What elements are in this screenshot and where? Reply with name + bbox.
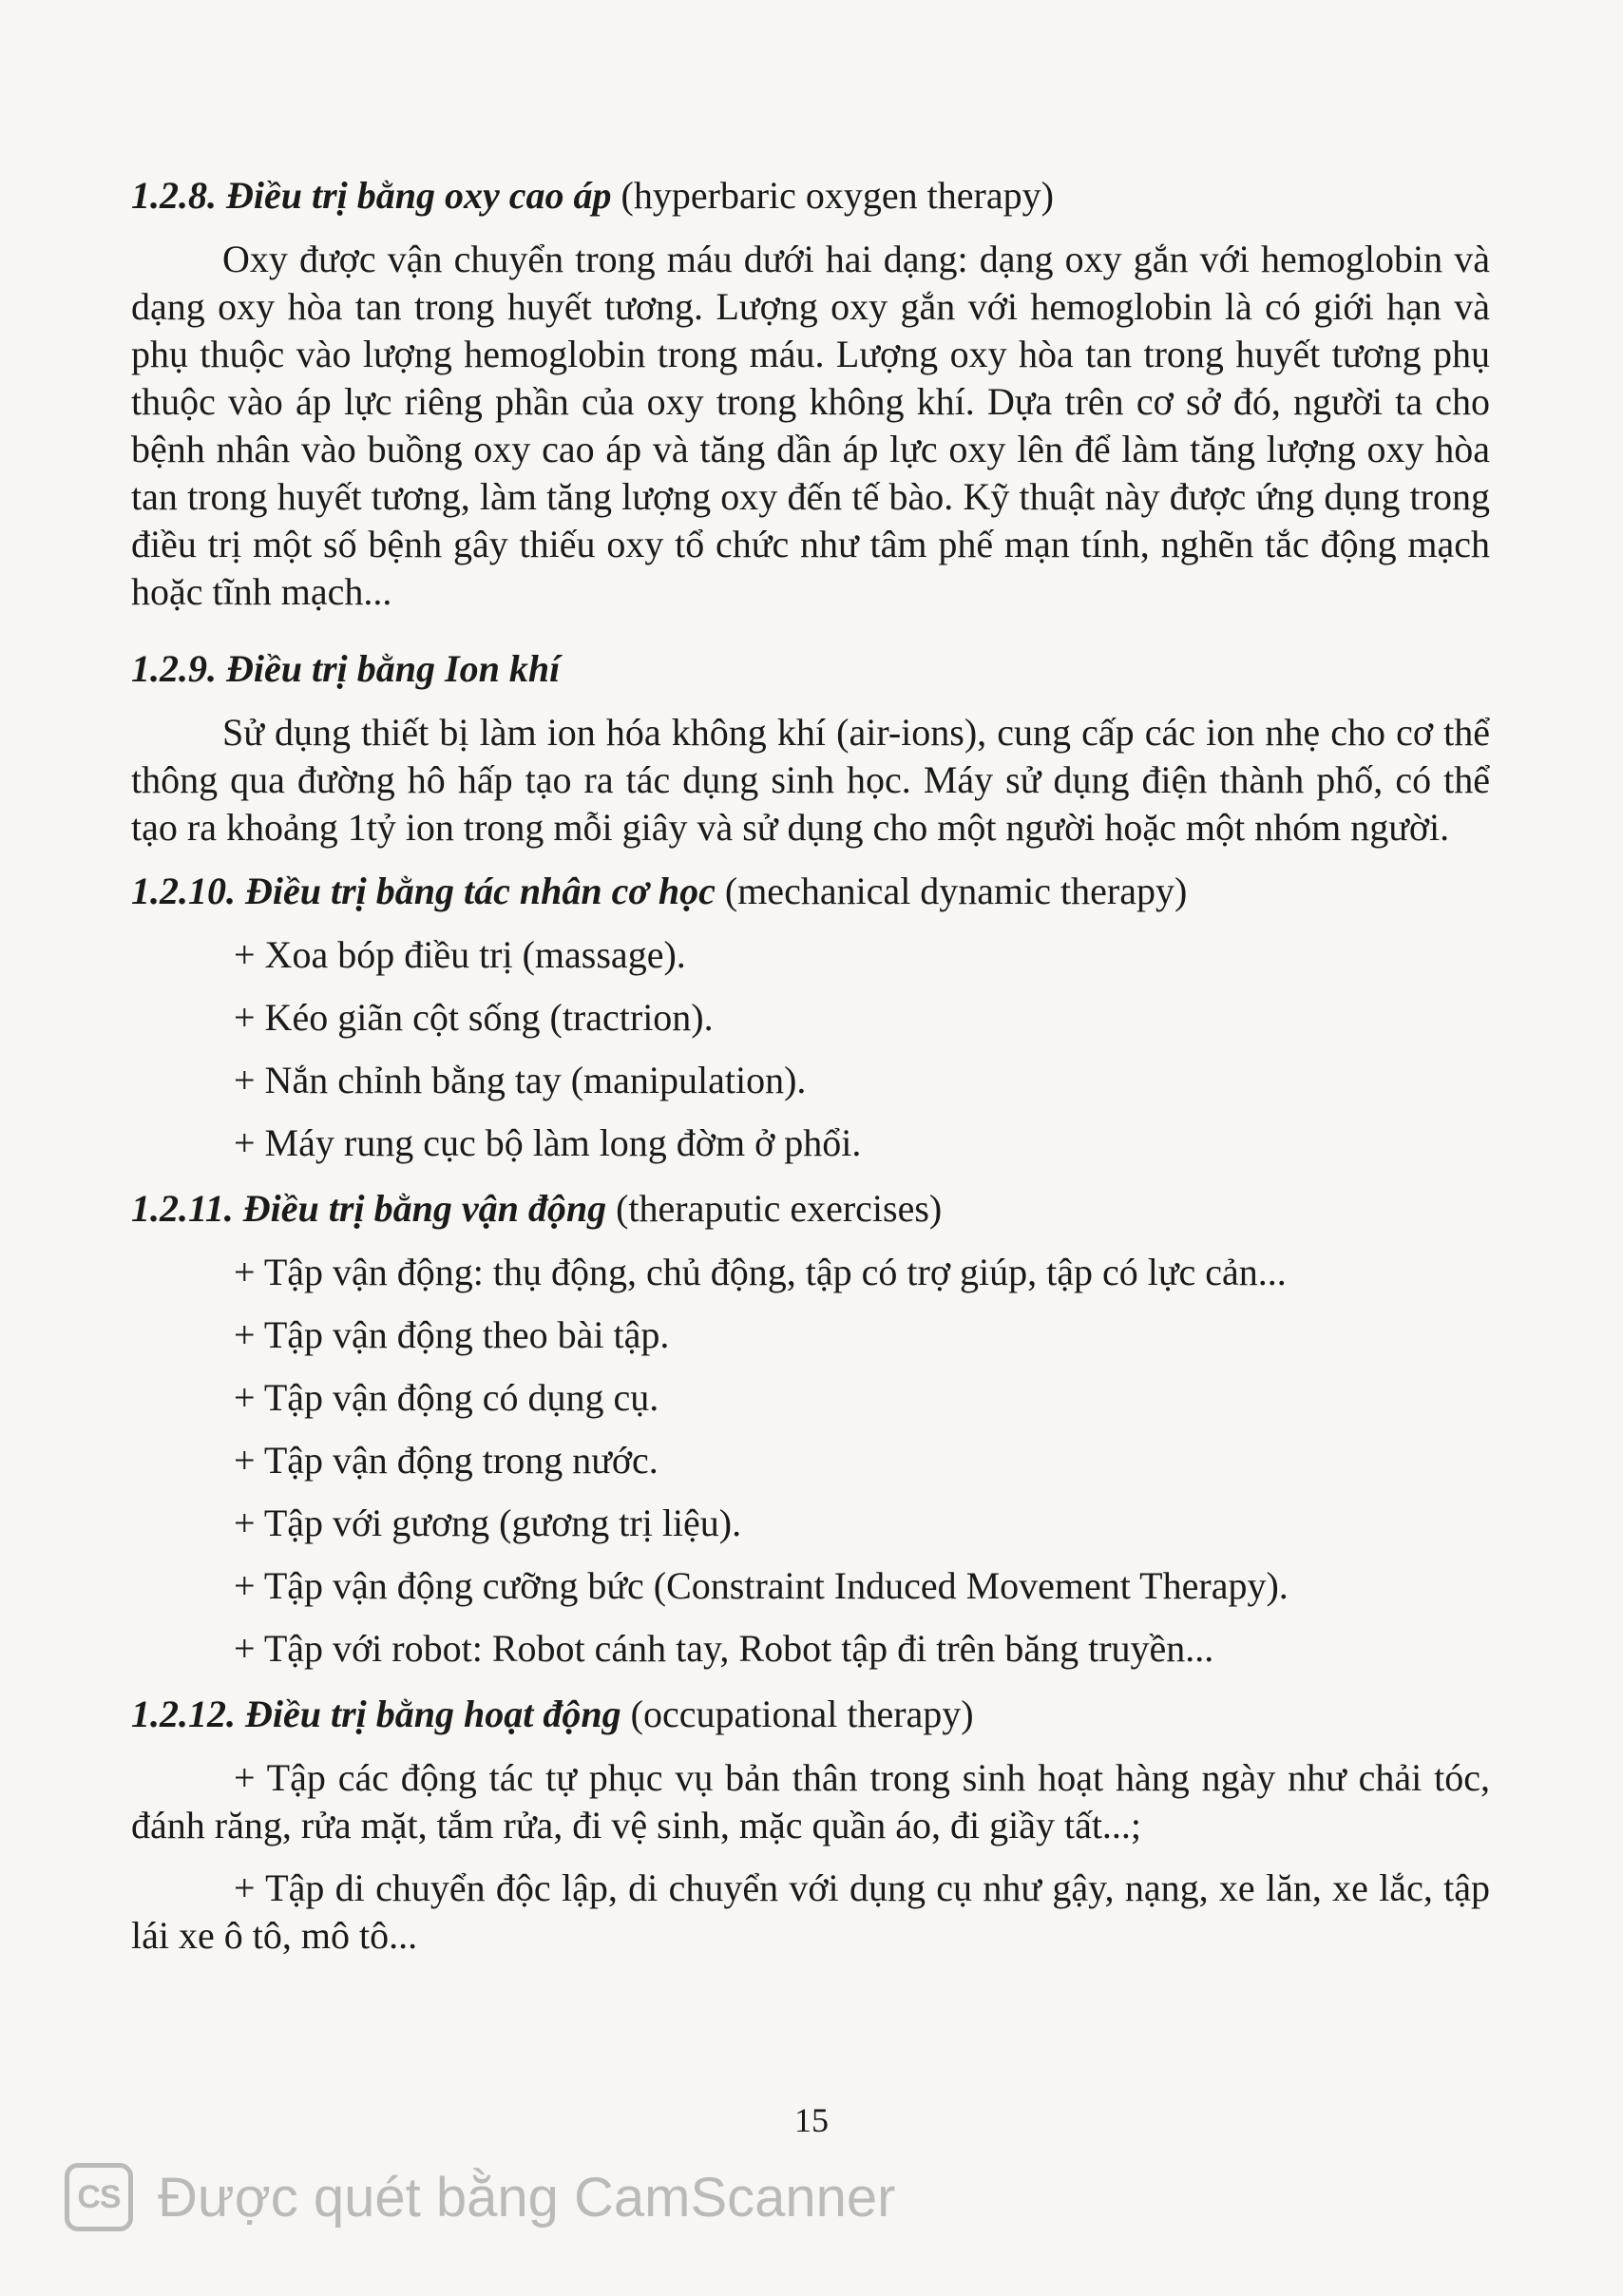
list-item: + Tập với gương (gương trị liệu).	[234, 1502, 742, 1544]
list-item: + Kéo giãn cột sống (tractrion).	[234, 996, 714, 1039]
list-item: + Tập vận động cưỡng bức (Constraint Induced Movement Therapy).	[234, 1564, 1289, 1607]
list-item: + Tập vận động có dụng cụ.	[234, 1376, 659, 1419]
list-item: + Tập các động tác tự phục vụ bản thân trong sinh hoạt hàng ngày như chải tóc, đánh răng, rửa mặt, tắm rửa, đi vệ sinh, mặc quần áo, đi giầy tất...;	[131, 1756, 1490, 1846]
section-exercise-therapy	[131, 1182, 1490, 1673]
section-heading	[131, 1688, 1490, 1741]
section-hyperbaric-oxygen	[131, 169, 1490, 616]
section-title: 1.2.8. Điều trị bằng oxy cao áp	[131, 174, 612, 217]
page-number: 15	[794, 2101, 829, 2139]
section-title: 1.2.9. Điều trị bằng Ion khí	[131, 647, 561, 690]
section-heading	[131, 1182, 1490, 1235]
document-page	[131, 169, 1490, 1975]
bullet-list	[131, 1249, 1490, 1673]
list-item: + Tập vận động: thụ động, chủ động, tập có trợ giúp, tập có lực cản...	[234, 1251, 1287, 1293]
section-heading	[131, 865, 1490, 918]
section-paragraph: Oxy được vận chuyển trong máu dưới hai dạng: dạng oxy gắn với hemoglobin và dạng oxy hòa tan trong huyết tương. Lượng oxy gắn với hemoglobin là có giới hạn và phụ thuộc vào lượng hemoglobin trong máu. Lượng oxy hòa tan trong huyết tương phụ thuộc vào áp lực riêng phần của oxy trong không khí. Dựa trên cơ sở đó, người ta cho bệnh nhân vào buồng oxy cao áp và tăng dần áp lực oxy lên để làm tăng lượng oxy hòa tan trong huyết tương, làm tăng lượng oxy đến tế bào. Kỹ thuật này được ứng dụng trong điều trị một số bệnh gây thiếu oxy tổ chức như tâm phế mạn tính, nghẽn tắc động mạch hoặc tĩnh mạch...	[131, 238, 1490, 613]
section-occupational-therapy	[131, 1688, 1490, 1960]
list-item: + Tập vận động theo bài tập.	[234, 1313, 670, 1356]
section-paragraph: Sử dụng thiết bị làm ion hóa không khí (air-ions), cung cấp các ion nhẹ cho cơ thể thông qua đường hô hấp tạo ra tác dụng sinh học. Máy sử dụng điện thành phố, có thể tạo ra khoảng 1tỷ ion trong mỗi giây và sử dụng cho một người hoặc một nhóm người.	[131, 711, 1490, 849]
list-item: + Tập vận động trong nước.	[234, 1439, 659, 1482]
section-english-title: (occupational therapy)	[630, 1693, 974, 1735]
section-english-title: (hyperbaric oxygen therapy)	[621, 174, 1054, 217]
list-item: + Nắn chỉnh bằng tay (manipulation).	[234, 1059, 807, 1101]
section-title: 1.2.10. Điều trị bằng tác nhân cơ học	[131, 870, 716, 912]
bullet-list	[131, 1754, 1490, 1960]
camscanner-watermark	[65, 2159, 896, 2235]
section-heading	[131, 642, 1490, 696]
section-mechanical-therapy	[131, 865, 1490, 1167]
section-title: 1.2.11. Điều trị bằng vận động	[131, 1187, 607, 1230]
section-title: 1.2.12. Điều trị bằng hoạt động	[131, 1693, 621, 1735]
bullet-list	[131, 931, 1490, 1167]
camscanner-logo-icon: CS	[65, 2163, 133, 2231]
section-english-title: (mechanical dynamic therapy)	[724, 870, 1188, 912]
list-item: + Tập với robot: Robot cánh tay, Robot tập đi trên băng truyền...	[234, 1627, 1214, 1670]
list-item: + Tập di chuyển độc lập, di chuyển với dụng cụ như gậy, nạng, xe lăn, xe lắc, tập lái xe ô tô, mô tô...	[131, 1866, 1490, 1957]
section-english-title: (theraputic exercises)	[616, 1187, 943, 1230]
watermark-text: Được quét bằng CamScanner	[158, 2166, 896, 2229]
list-item: + Xoa bóp điều trị (massage).	[234, 933, 686, 976]
section-ion-therapy	[131, 642, 1490, 851]
list-item: + Máy rung cục bộ làm long đờm ở phổi.	[234, 1121, 862, 1164]
section-heading	[131, 169, 1490, 222]
